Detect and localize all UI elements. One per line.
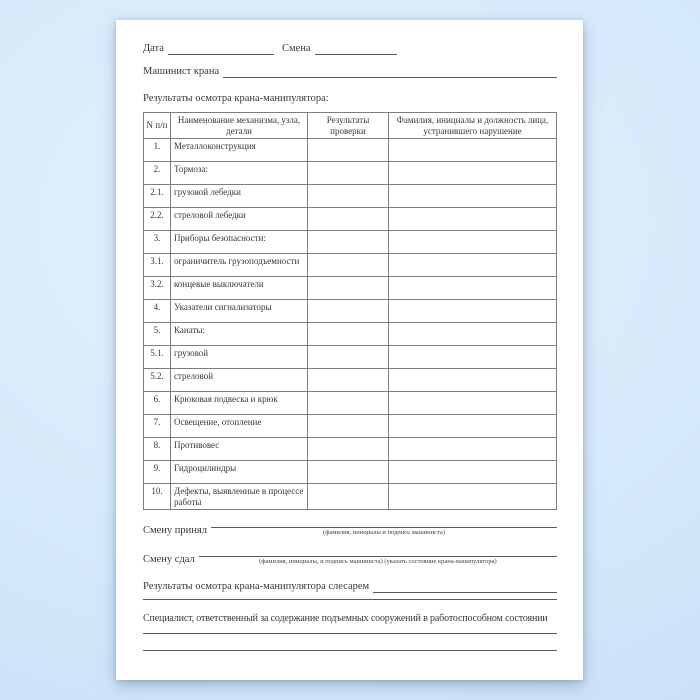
row-result-cell <box>308 438 389 461</box>
document-content <box>143 42 557 680</box>
inspection-table <box>143 112 557 510</box>
specialist-line-1 <box>143 625 557 634</box>
row-result-cell <box>308 208 389 231</box>
row-result-cell <box>308 369 389 392</box>
row-result-cell <box>308 300 389 323</box>
date-shift-row <box>143 42 557 55</box>
table-row <box>144 346 557 369</box>
row-name-cell: грузовой <box>171 346 308 369</box>
mechanic-label: Результаты осмотра крана-манипулятора слесарем <box>143 581 370 592</box>
row-number-cell: 3.1. <box>144 254 171 277</box>
table-row <box>144 208 557 231</box>
row-fixer-cell <box>389 369 557 392</box>
document-page <box>116 20 583 680</box>
row-name-cell: Гидроцилиндры <box>171 461 308 484</box>
row-result-cell <box>308 346 389 369</box>
row-result-cell <box>308 461 389 484</box>
header-result: Результаты проверки <box>308 113 389 139</box>
shift-handed-row <box>143 545 557 566</box>
operator-row <box>143 65 557 78</box>
row-result-cell <box>308 277 389 300</box>
shift-accepted-line <box>211 516 557 528</box>
row-number-cell: 5.1. <box>144 346 171 369</box>
mechanic-extra-line <box>143 593 557 600</box>
header-name: Наименование механизма, узла, детали <box>171 113 308 139</box>
shift-label: Смена <box>281 43 311 54</box>
table-row <box>144 300 557 323</box>
mechanic-field-line <box>373 581 557 593</box>
row-name-cell: Приборы безопасности: <box>171 231 308 254</box>
specialist-line-2 <box>143 634 557 651</box>
row-result-cell <box>308 254 389 277</box>
row-result-cell <box>308 323 389 346</box>
row-fixer-cell <box>389 346 557 369</box>
row-name-cell: Дефекты, выявленные в процессе работы <box>171 484 308 510</box>
header-fixer: Фамилия, инициалы и должность лица, устранившего нарушение <box>389 113 557 139</box>
table-row <box>144 323 557 346</box>
row-fixer-cell <box>389 438 557 461</box>
row-number-cell: 6. <box>144 392 171 415</box>
specialist-label: Специалист, ответственный за содержание подъемных сооружений в работоспособном состоянии <box>143 613 548 624</box>
row-result-cell <box>308 392 389 415</box>
row-result-cell <box>308 185 389 208</box>
table-row <box>144 139 557 162</box>
row-number-cell: 2. <box>144 162 171 185</box>
shift-accepted-label: Смену принял <box>143 525 207 536</box>
row-number-cell: 5. <box>144 323 171 346</box>
table-row <box>144 369 557 392</box>
row-number-cell: 7. <box>144 415 171 438</box>
row-number-cell: 4. <box>144 300 171 323</box>
shift-field-line <box>315 43 397 55</box>
shift-handed-line <box>199 545 557 557</box>
row-name-cell: ограничитель грузоподъемности <box>171 254 308 277</box>
row-fixer-cell <box>389 277 557 300</box>
row-fixer-cell <box>389 231 557 254</box>
table-row <box>144 254 557 277</box>
header-num: N п/п <box>144 113 171 139</box>
date-field-line <box>168 43 274 55</box>
table-row <box>144 484 557 510</box>
row-result-cell <box>308 139 389 162</box>
table-row <box>144 392 557 415</box>
table-title: Результаты осмотра крана-манипулятора: <box>143 93 329 104</box>
shift-handed-field <box>199 545 557 566</box>
operator-field-line <box>223 66 557 78</box>
row-name-cell: стреловой лебедки <box>171 208 308 231</box>
row-result-cell <box>308 231 389 254</box>
row-fixer-cell <box>389 323 557 346</box>
mechanic-row <box>143 580 557 593</box>
row-fixer-cell <box>389 162 557 185</box>
shift-handed-label: Смену сдал <box>143 554 195 565</box>
row-name-cell: Противовес <box>171 438 308 461</box>
inspection-table-body <box>144 139 557 510</box>
table-row <box>144 461 557 484</box>
row-fixer-cell <box>389 139 557 162</box>
row-fixer-cell <box>389 415 557 438</box>
table-row <box>144 438 557 461</box>
row-name-cell: стреловой <box>171 369 308 392</box>
table-row <box>144 415 557 438</box>
row-fixer-cell <box>389 300 557 323</box>
row-name-cell: Освещение, отопление <box>171 415 308 438</box>
row-name-cell: Канаты: <box>171 323 308 346</box>
table-row <box>144 162 557 185</box>
date-label: Дата <box>143 43 164 54</box>
row-name-cell: грузовой лебедки <box>171 185 308 208</box>
row-result-cell <box>308 484 389 510</box>
row-number-cell: 9. <box>144 461 171 484</box>
shift-accepted-field <box>211 516 557 537</box>
row-fixer-cell <box>389 208 557 231</box>
row-result-cell <box>308 415 389 438</box>
row-fixer-cell <box>389 185 557 208</box>
row-fixer-cell <box>389 254 557 277</box>
table-row <box>144 231 557 254</box>
table-row <box>144 277 557 300</box>
row-number-cell: 5.2. <box>144 369 171 392</box>
row-number-cell: 10. <box>144 484 171 510</box>
row-number-cell: 2.1. <box>144 185 171 208</box>
row-number-cell: 2.2. <box>144 208 171 231</box>
row-name-cell: Металлоконструкция <box>171 139 308 162</box>
row-number-cell: 3.2. <box>144 277 171 300</box>
operator-label: Машинист крана <box>143 66 220 77</box>
table-row <box>144 185 557 208</box>
row-number-cell: 8. <box>144 438 171 461</box>
shift-handed-caption: (фамилия, инициалы, и подпись машиниста) (указать состояние крана-манипулятора) <box>259 558 497 565</box>
shift-accepted-row <box>143 516 557 537</box>
table-header-row <box>144 113 557 139</box>
shift-accepted-caption: (фамилия, инициалы и подпись машиниста) <box>322 529 445 536</box>
row-name-cell: Крюковая подвеска и крюк <box>171 392 308 415</box>
row-number-cell: 1. <box>144 139 171 162</box>
row-fixer-cell <box>389 461 557 484</box>
row-name-cell: Указатели сигнализаторы <box>171 300 308 323</box>
row-result-cell <box>308 162 389 185</box>
row-name-cell: концевые выключатели <box>171 277 308 300</box>
row-name-cell: Тормоза: <box>171 162 308 185</box>
row-number-cell: 3. <box>144 231 171 254</box>
row-fixer-cell <box>389 484 557 510</box>
row-fixer-cell <box>389 392 557 415</box>
